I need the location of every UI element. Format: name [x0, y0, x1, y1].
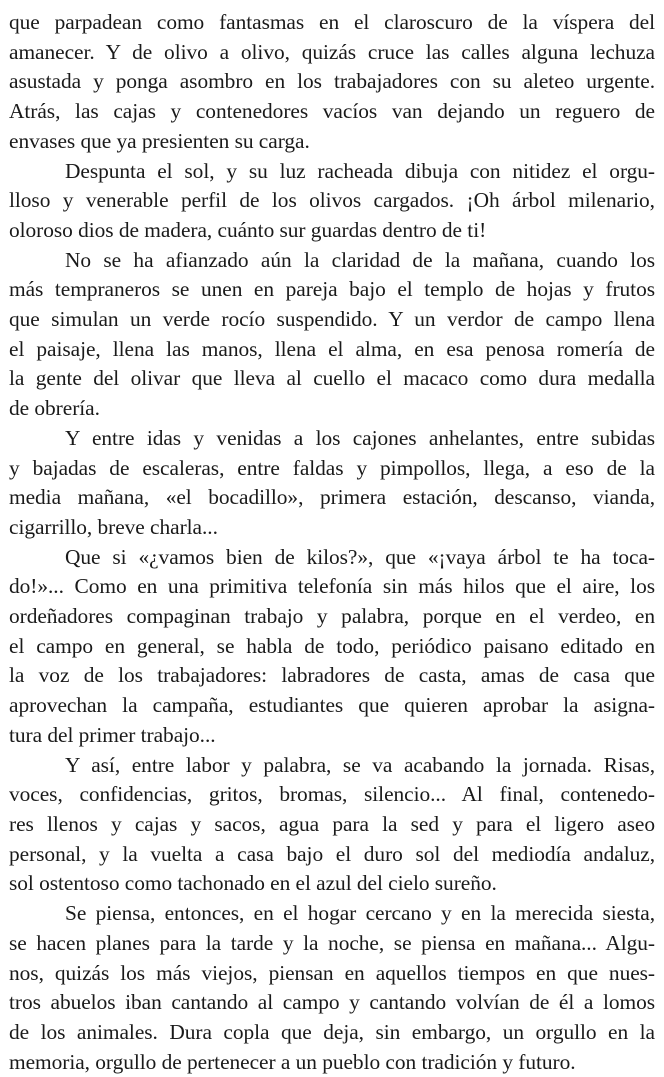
- text-line: la gente del olivar que lleva al cuello el macaco como dura medalla: [9, 366, 655, 391]
- text-line: Se piensa, entonces, en el hogar cercano y en la merecida siesta,: [65, 901, 655, 926]
- text-line: el campo en general, se habla de todo, periódico paisano editado en: [9, 633, 655, 658]
- paragraph: [9, 899, 655, 1077]
- text-line: de obrería.: [9, 396, 100, 421]
- text-line: amanecer. Y de olivo a olivo, quizás cruce las calles alguna lechuza: [9, 39, 655, 64]
- paragraph: [9, 157, 655, 246]
- text-line: envases que ya presienten su carga.: [9, 128, 310, 153]
- text-line: tura del primer trabajo...: [9, 722, 216, 747]
- text-line: sol ostentoso como tachonado en el azul del cielo sureño.: [9, 871, 497, 896]
- paragraph: [9, 543, 655, 751]
- text-line: más tempraneros se unen en pareja bajo el templo de hojas y frutos: [9, 277, 655, 302]
- paragraph: [9, 424, 655, 543]
- paragraph: [9, 8, 655, 157]
- text-line: ordeñadores compaginan trabajo y palabra, porque en el verdeo, en: [9, 604, 655, 629]
- text-line: el paisaje, llena las manos, llena el alma, en esa penosa romería de: [9, 336, 655, 361]
- text-line: cigarrillo, breve charla...: [9, 514, 218, 539]
- text-line: Que si «¿vamos bien de kilos?», que «¡vaya árbol te ha toca-: [65, 544, 655, 569]
- text-line: personal, y la vuelta a casa bajo el duro sol del mediodía andaluz,: [9, 841, 655, 866]
- text-line: nos, quizás los más viejos, piensan en aquellos tiempos en que nues-: [9, 960, 655, 985]
- text-line: res llenos y cajas y sacos, agua para la sed y para el ligero aseo: [9, 811, 655, 836]
- text-line: Y así, entre labor y palabra, se va acabando la jornada. Risas,: [65, 752, 655, 777]
- text-line: tros abuelos iban cantando al campo y cantando volvían de él a lomos: [9, 990, 655, 1015]
- text-line: oloroso dios de madera, cuánto sur guardas dentro de ti!: [9, 217, 487, 242]
- text-line: aprovechan la campaña, estudiantes que quieren aprobar la asigna-: [9, 693, 655, 718]
- text-line: memoria, orgullo de pertenecer a un pueblo con tradición y futuro.: [9, 1049, 576, 1074]
- paragraph: [9, 751, 655, 900]
- text-line: asustada y ponga asombro en los trabajadores con su aleteo urgente.: [9, 69, 655, 94]
- text-line: Y entre idas y venidas a los cajones anhelantes, entre subidas: [65, 425, 655, 450]
- text-line: de los animales. Dura copla que deja, sin embargo, un orgullo en la: [9, 1019, 655, 1044]
- paragraph: [9, 246, 655, 424]
- text-line: Despunta el sol, y su luz racheada dibuja con nitidez el orgu-: [65, 158, 655, 183]
- text-line: No se ha afianzado aún la claridad de la mañana, cuando los: [65, 247, 655, 272]
- text-line: Atrás, las cajas y contenedores vacíos van dejando un reguero de: [9, 99, 655, 124]
- text-line: la voz de los trabajadores: labradores de casta, amas de casa que: [9, 663, 655, 688]
- text-line: se hacen planes para la tarde y la noche, se piensa en mañana... Algu-: [9, 930, 655, 955]
- text-line: que parpadean como fantasmas en el claroscuro de la víspera del: [9, 10, 655, 34]
- text-line: media mañana, «el bocadillo», primera estación, descanso, vianda,: [9, 485, 655, 510]
- text-line: voces, confidencias, gritos, bromas, silencio... Al final, contenedo-: [9, 782, 655, 807]
- text-line: y bajadas de escaleras, entre faldas y pimpollos, llega, a eso de la: [9, 455, 655, 480]
- text-line: do!»... Como en una primitiva telefonía sin más hilos que el aire, los: [9, 574, 655, 599]
- text-line: que simulan un verde rocío suspendido. Y un verdor de campo llena: [9, 307, 655, 332]
- text-line: lloso y venerable perfil de los olivos cargados. ¡Oh árbol milenario,: [9, 188, 655, 213]
